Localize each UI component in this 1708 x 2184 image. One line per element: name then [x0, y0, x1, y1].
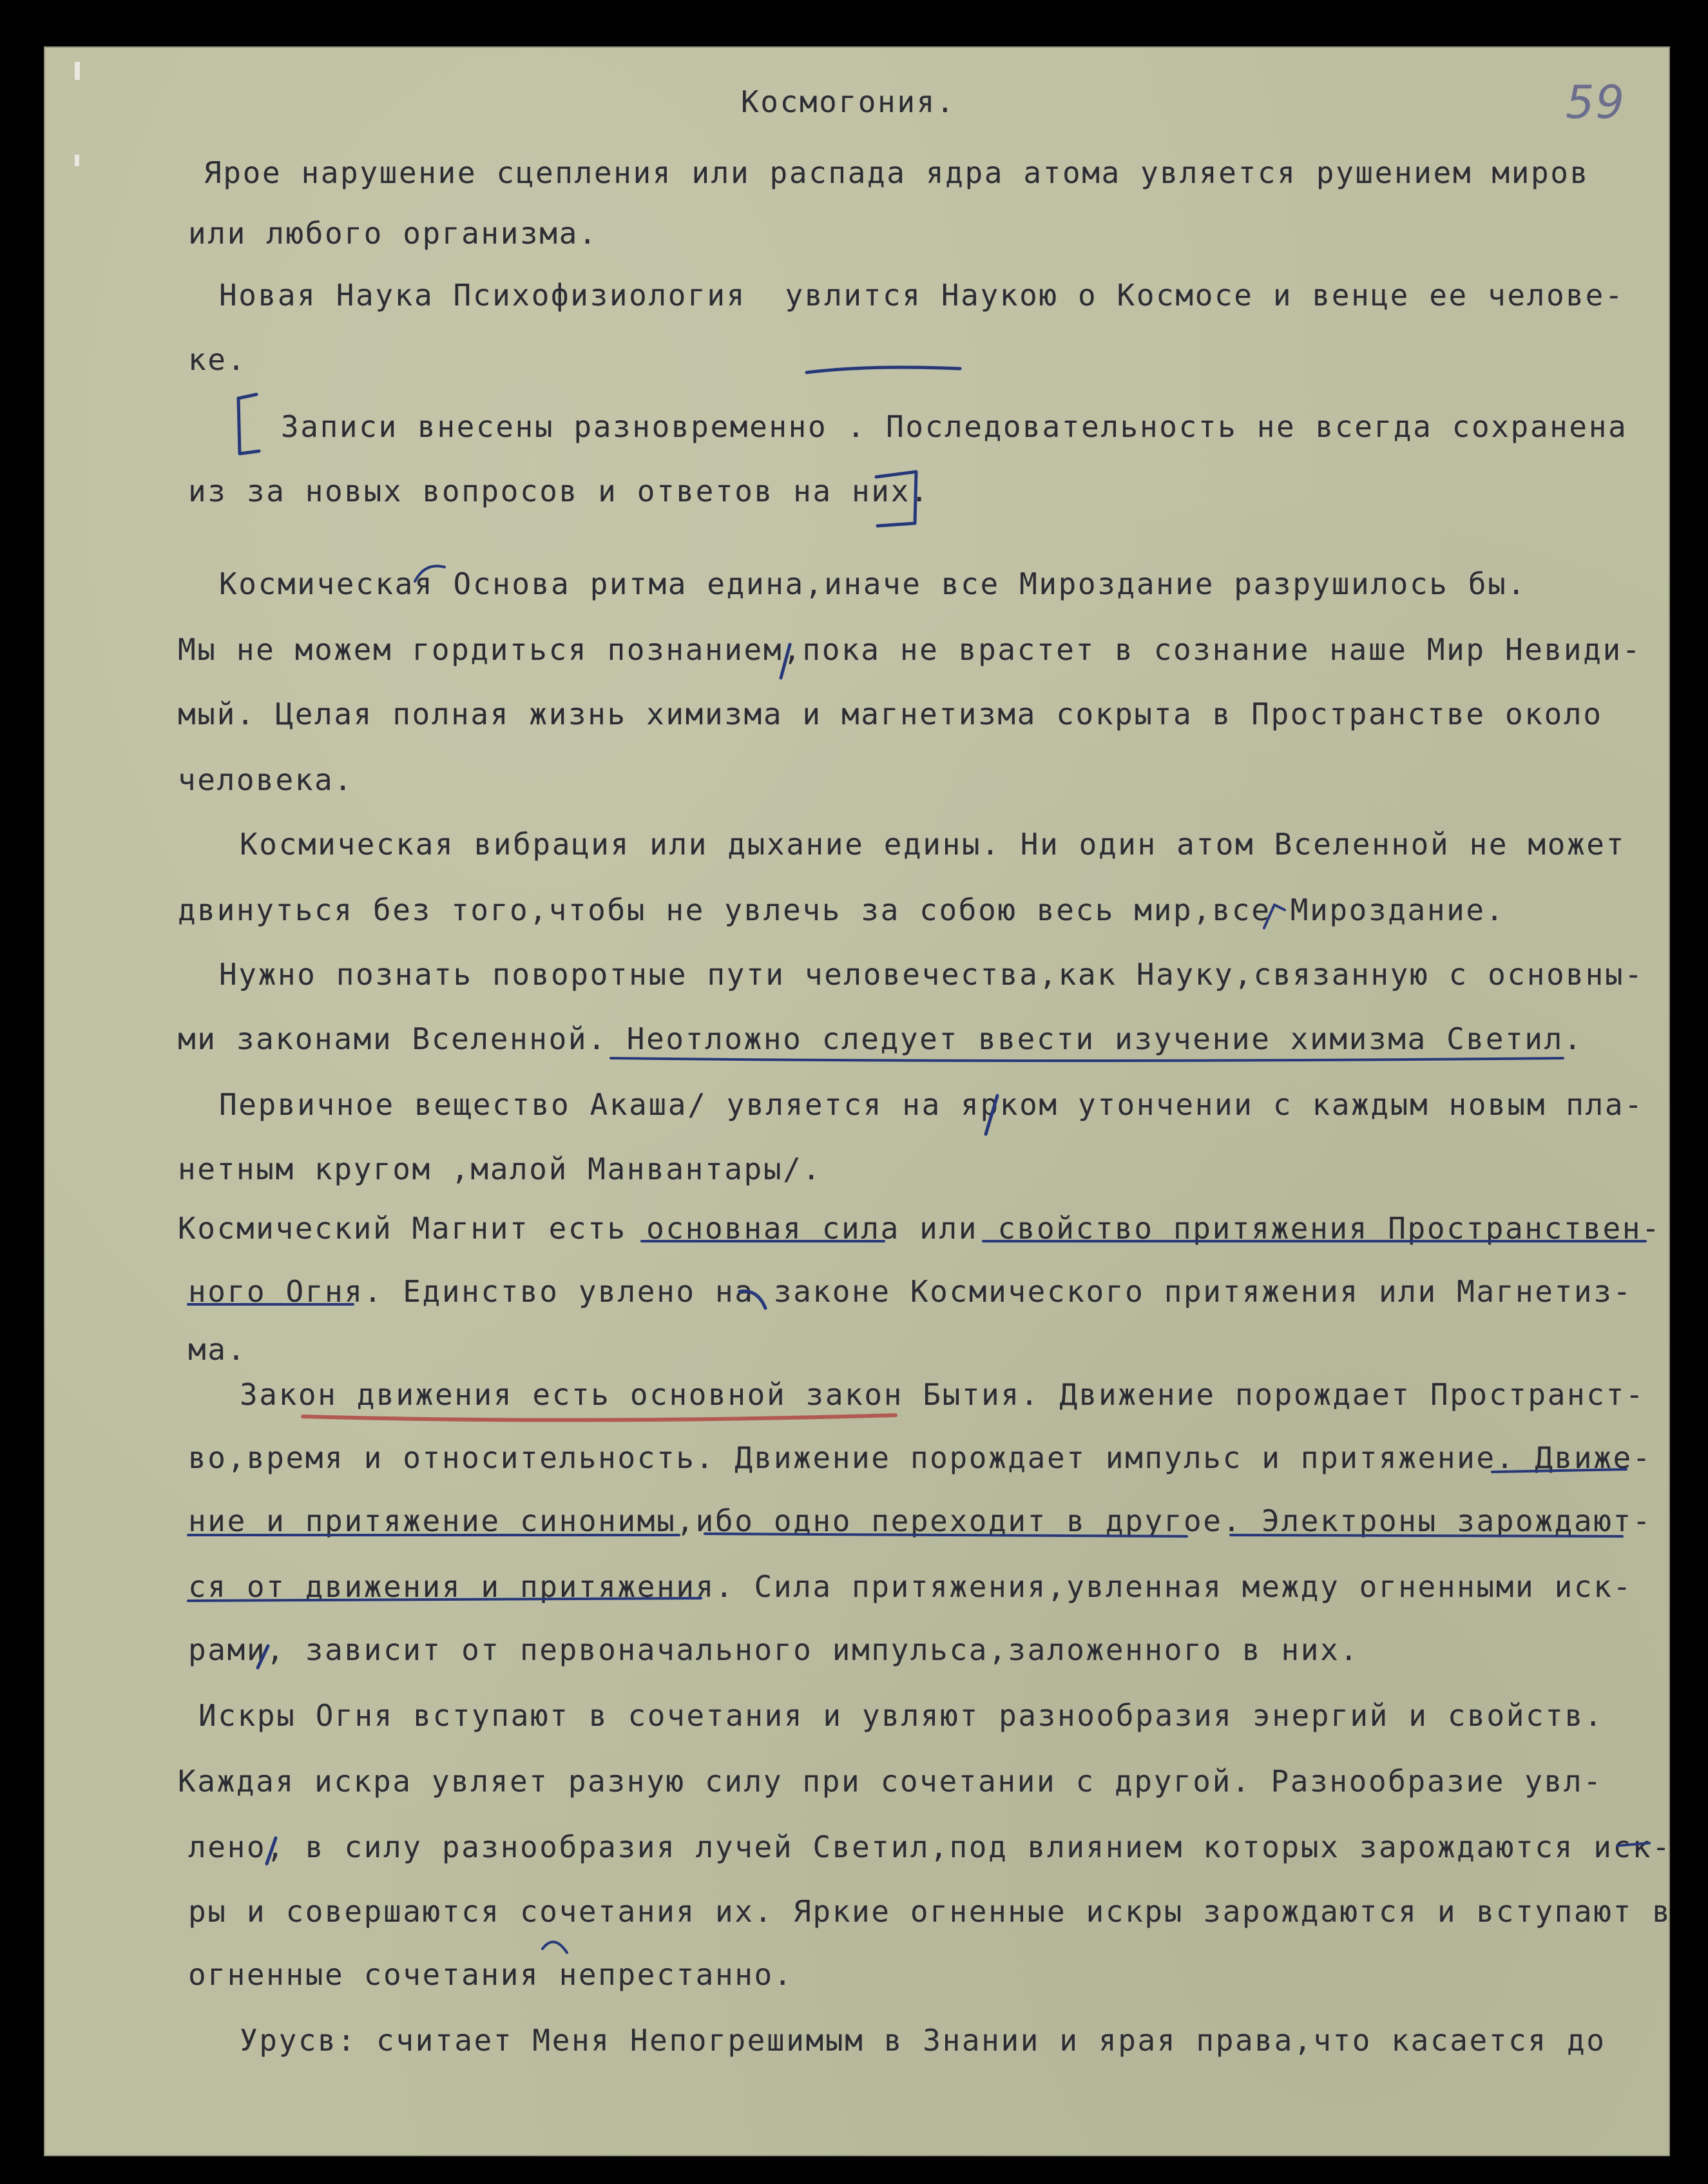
text-line: Космический Магнит есть основная сила или свойство притяжения Пространствен- [178, 1211, 1662, 1246]
text-line: Записи внесены разновременно . Последовательность не всегда сохранена [281, 409, 1628, 444]
margin-mark [75, 62, 80, 80]
text-line: рами, зависит от первоначального импульса,заложенного в них. [188, 1632, 1359, 1667]
text-line: Искры Огня вступают в сочетания и увляют разнообразия энергий и свойств. [198, 1698, 1604, 1733]
page-title: Космогония. [741, 84, 956, 119]
text-line: Нужно познать поворотные пути человечества,как Науку,связанную с основны- [219, 957, 1644, 992]
text-line: Первичное вещество Акаша/ увляется на ярком утончении с каждым новым пла- [219, 1087, 1644, 1122]
text-line: Урусв: считает Меня Непогрешимым в Знании и ярая права,что касается до [240, 2023, 1606, 2058]
text-line: ма. [188, 1332, 247, 1367]
text-line: человека. [178, 762, 354, 797]
text-line: ние и притяжение синонимы,ибо одно переходит в другое. Электроны зарождают- [188, 1503, 1653, 1538]
text-line: огненные сочетания непрестанно. [188, 1957, 794, 1992]
text-line: ры и совершаются сочетания их. Яркие огненные искры зарождаются и вступают в [188, 1894, 1672, 1929]
text-line: Новая Наука Психофизиология увлится Наукою о Космосе и венце ее челове- [219, 278, 1625, 313]
text-line: во,время и относительность. Движение порождает импульс и притяжение. Движе- [188, 1440, 1653, 1475]
text-line: Космическая Основа ритма едина,иначе все Мироздание разрушилось бы. [219, 566, 1527, 601]
text-line: из за новых вопросов и ответов на них. [188, 474, 930, 508]
text-line: лено, в силу разнообразия лучей Светил,под влиянием которых зарождаются иск- [188, 1830, 1672, 1864]
text-line: или любого организма. [188, 216, 599, 251]
text-line: ми законами Вселенной. Неотложно следует ввести изучение химизма Светил. [178, 1021, 1584, 1056]
text-line: ке. [188, 342, 247, 377]
margin-mark [75, 155, 79, 166]
text-line: Каждая искра увляет разную силу при сочетании с другой. Разнообразие увл- [178, 1764, 1603, 1799]
text-line: двинуться без того,чтобы не увлечь за собою весь мир,все Мироздание. [178, 893, 1506, 927]
text-line: ся от движения и притяжения. Сила притяжения,увленная между огненными иск- [188, 1569, 1633, 1604]
text-line: ного Огня. Единство увлено на законе Космического притяжения или Магнетиз- [188, 1274, 1633, 1309]
folio-number: 59 [1566, 76, 1626, 129]
text-line: нетным кругом ,малой Манвантары/. [178, 1152, 822, 1186]
text-line: Космическая вибрация или дыхание едины. Ни один атом Вселенной не может [240, 827, 1626, 862]
text-line: мый. Целая полная жизнь химизма и магнетизма сокрыта в Пространстве около [178, 697, 1603, 731]
text-line: Ярое нарушение сцепления или распада ядра атома увляется рушением миров [204, 155, 1589, 190]
text-line: Мы не можем гордиться познанием,пока не врастет в сознание наше Мир Невиди- [178, 632, 1642, 667]
text-line: Закон движения есть основной закон Бытия. Движение порождает Пространст- [240, 1377, 1646, 1412]
